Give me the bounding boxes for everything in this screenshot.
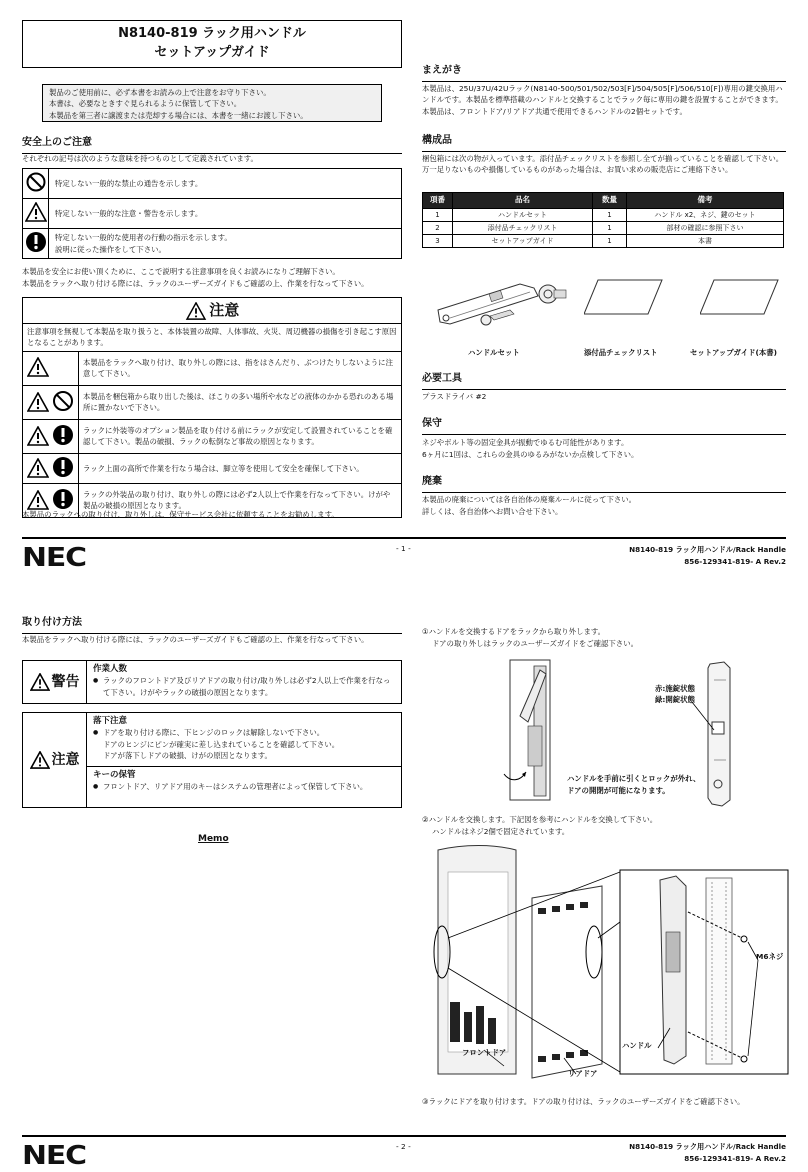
install-intro: 本製品をラックへ取り付ける際には、ラックのユーザーズガイドもご確認の上、作業を行なって下さい。 bbox=[22, 635, 369, 644]
guide-illustration bbox=[700, 278, 780, 318]
caution-row: ラックの外装品の取り付け、取り外しの際には必ず2人以上で作業を行なって下さい。けがや製品の破損の原因となります。 bbox=[79, 483, 402, 517]
lock-green-label: 緑:開錠状態 bbox=[655, 695, 695, 704]
warning-head: 作業人数 bbox=[93, 664, 128, 674]
handle-set-illustration bbox=[430, 270, 570, 340]
caution-icon-cell bbox=[23, 453, 79, 483]
install-title: 取り付け方法 bbox=[22, 616, 402, 634]
col-header: 数量 bbox=[593, 193, 627, 209]
maegaki-text: 本製品は、25U/37U/42Uラック(N8140-500/501/502/503[F]/504/505[F]/506/510[F])専用の鍵交換用ハンドルです。本製品を標準搭載のハンドルと交換することでラック毎に専用の鍵を設置することができます。本製品は、フロントドア/リアドア共通で使用できるハンドルの2個セットです。 bbox=[422, 84, 783, 116]
safety-intro: それぞれの記号は次のような意味を持つものとして定義されています。 bbox=[22, 154, 258, 163]
notice-box bbox=[42, 84, 382, 122]
front-door-label: フロントドア bbox=[462, 1048, 507, 1057]
doc-info bbox=[629, 1141, 786, 1164]
safety-title: 安全上のご注意 bbox=[22, 136, 402, 154]
prohibit-icon bbox=[23, 169, 49, 199]
caution-icon bbox=[27, 426, 49, 446]
table-row bbox=[423, 235, 784, 248]
caution-icon bbox=[30, 751, 50, 769]
nec-logo: NEC bbox=[22, 1141, 86, 1171]
caption-handle-set: ハンドルセット bbox=[468, 348, 520, 357]
checklist-illustration bbox=[584, 278, 664, 318]
mandatory-icon bbox=[23, 229, 49, 259]
step3: ③ラックにドアを取り付けます。ドアの取り付けは、ラックのユーザーズガイドをご確認下さい。 bbox=[422, 1097, 745, 1106]
haiki-title: 廃棄 bbox=[422, 475, 786, 493]
col-header: 品名 bbox=[453, 193, 593, 209]
caution-icon-cell bbox=[23, 419, 79, 453]
table-row bbox=[423, 222, 784, 235]
warning-content bbox=[87, 661, 401, 703]
caption-guide: セットアップガイド(本書) bbox=[690, 348, 778, 357]
maegaki-title: まえがき bbox=[422, 64, 786, 82]
hoshu-text-1: ネジやボルト等の固定金具が振動でゆるむ可能性があります。 bbox=[422, 438, 629, 447]
caution-heading-cell bbox=[23, 298, 402, 324]
symbol-desc: 特定しない一般的な禁止の通告を示します。 bbox=[49, 169, 402, 199]
cell: 本書 bbox=[627, 235, 784, 248]
safety-after-2: 本製品をラックへ取り付ける際には、ラックのユーザーズガイドもご確認の上、作業を行なって下さい。 bbox=[22, 279, 369, 288]
caution-icon-cell bbox=[23, 385, 79, 419]
caution-icon bbox=[27, 490, 49, 510]
table-row bbox=[423, 208, 784, 221]
caution-content bbox=[87, 713, 401, 807]
mandatory-icon bbox=[52, 424, 74, 446]
warning-label: 警告 bbox=[51, 673, 80, 690]
caution-row: ラックに外装等のオプション製品を取り付ける前にラックが安定して設置されていることを確認して下さい。製品の破損、ラックの転倒など事故の原因となります。 bbox=[79, 419, 402, 453]
component-table bbox=[422, 192, 784, 248]
col-header: 備考 bbox=[627, 193, 784, 209]
mandatory-icon bbox=[52, 488, 74, 510]
mandatory-icon bbox=[52, 456, 74, 478]
symbol-desc: 特定しない一般的な使用者の行動の指示を示します。 説明に従った操作をして下さい。 bbox=[49, 229, 402, 259]
pull-text-1: ハンドルを手前に引くとロックが外れ、 bbox=[567, 774, 701, 783]
m6-screw-label: M6ネジ bbox=[756, 952, 784, 961]
caution-icon bbox=[30, 673, 50, 691]
caution-icon bbox=[23, 199, 49, 229]
doc-info-line1: N8140-819 ラック用ハンドル/Rack Handle bbox=[629, 1142, 786, 1151]
footer-rule bbox=[22, 1135, 786, 1137]
pull-text-2: ドアの開閉が可能になります。 bbox=[567, 786, 670, 795]
kousei-title: 構成品 bbox=[422, 134, 786, 152]
col-header: 項番 bbox=[423, 193, 453, 209]
caution-label-cell bbox=[23, 713, 87, 807]
haiki-text-1: 本製品の廃棄については各自治体の廃棄ルールに従って下さい。 bbox=[422, 495, 637, 504]
caution-row: 本製品をラックへ取り付け、取り外しの際には、指をはさんだり、ぶつけたりしないように注意して下さい。 bbox=[79, 351, 402, 385]
cell: セットアップガイド bbox=[453, 235, 593, 248]
caption-checklist: 添付品チェックリスト bbox=[584, 348, 658, 357]
warning-box bbox=[22, 660, 402, 704]
cell: 2 bbox=[423, 222, 453, 235]
lock-indicator-leader bbox=[690, 700, 720, 740]
cell: 部材の確認に参照下さい bbox=[627, 222, 784, 235]
caution-label: 注意 bbox=[51, 751, 80, 768]
symbol-desc: 特定しない一般的な注意・警告を示します。 bbox=[49, 199, 402, 229]
notice-line: 本書は、必要なときすぐ見られるように保管して下さい。 bbox=[49, 99, 242, 109]
caution-table bbox=[22, 297, 402, 518]
hoshu-title: 保守 bbox=[422, 417, 786, 435]
notice-line: 本製品を第三者に譲渡または売却する場合には、本書を一緒にお渡し下さい。 bbox=[49, 110, 308, 120]
caution-icon bbox=[27, 392, 49, 412]
doc-info-line1: N8140-819 ラック用ハンドル/Rack Handle bbox=[629, 545, 786, 554]
step2a: ②ハンドルを交換します。下記図を参考にハンドルを交換して下さい。 bbox=[422, 815, 658, 824]
cell: ハンドルセット bbox=[453, 208, 593, 221]
step2b: ハンドルはネジ2個で固定されています。 bbox=[432, 827, 570, 836]
door-handle-illustration bbox=[490, 656, 570, 806]
cell: 1 bbox=[593, 208, 627, 221]
symbol-table bbox=[22, 168, 402, 259]
caution-footer: 本製品のラックへの取り付け、取り外しは、保守サービス会社に依頼することをお勧めします。 bbox=[22, 510, 339, 519]
caution-icon bbox=[185, 302, 207, 320]
handle-label: ハンドル bbox=[622, 1041, 652, 1050]
key-head: キーの保管 bbox=[93, 770, 136, 780]
notice-line: 製品のご使用前に、必ず本書をお読みの上で注意をお守り下さい。 bbox=[49, 88, 271, 97]
cell: 添付品チェックリスト bbox=[453, 222, 593, 235]
key-item: ● フロントドア、リアドア用のキーはシステムの管理者によって保管して下さい。 bbox=[93, 781, 395, 792]
warning-item: ● ラックのフロントドア及びリアドアの取り付け/取り外しは必ず2人以上で作業を行なって下さい。けがやラックの破損の原因となります。 bbox=[93, 675, 395, 698]
tools-title: 必要工具 bbox=[422, 372, 786, 390]
caution-icon bbox=[27, 458, 49, 478]
tools-text: プラスドライバ #2 bbox=[422, 392, 487, 401]
cell: ハンドル x2、ネジ、鍵のセット bbox=[627, 208, 784, 221]
key-section bbox=[87, 767, 401, 795]
cell: 3 bbox=[423, 235, 453, 248]
cell: 1 bbox=[593, 235, 627, 248]
doc-info bbox=[629, 544, 786, 567]
caution-heading: 注意 bbox=[209, 300, 240, 319]
lock-red-label: 赤:施錠状態 bbox=[655, 684, 695, 693]
title-box bbox=[22, 20, 402, 68]
page-number: - 2 - bbox=[396, 1142, 411, 1151]
fall-item: ● ドアを取り付ける際に、下ヒンジのロックは解除しないで下さい。 ドアのヒンジにピンが確実に差し込まれていることを確認して下さい。 ドアが落下しドアの破損、けがの原因となります。 bbox=[93, 727, 395, 761]
cell: 1 bbox=[423, 208, 453, 221]
caution-row: ラック上面の高所で作業を行なう場合は、脚立等を使用して安全を確保して下さい。 bbox=[79, 453, 402, 483]
step1b: ドアの取り外しはラックのユーザーズガイドをご確認下さい。 bbox=[432, 639, 638, 648]
doc-info-line2: 856-129341-819- A Rev.2 bbox=[684, 1153, 786, 1163]
caution-icon-cell bbox=[23, 351, 79, 385]
page-number: - 1 - bbox=[396, 544, 411, 553]
cell: 1 bbox=[593, 222, 627, 235]
doc-info-line2: 856-129341-819- A Rev.2 bbox=[684, 556, 786, 566]
nec-logo: NEC bbox=[22, 543, 86, 573]
warning-label-cell bbox=[23, 661, 87, 703]
kousei-text: 梱包箱には次の物が入っています。添付品チェックリストを参照し全てが揃っていることを確認して下さい。万一足りないものや損傷しているものがあった場合は、お買い求めの販売店にご連絡下さい。 bbox=[422, 154, 784, 175]
title-line1: N8140-819 ラック用ハンドル bbox=[118, 26, 306, 41]
rear-door-label: リアドア bbox=[568, 1069, 598, 1078]
fall-section bbox=[87, 713, 401, 767]
title-line2: セットアップガイド bbox=[154, 44, 270, 60]
fall-head: 落下注意 bbox=[93, 716, 128, 726]
haiki-text-2: 詳しくは、各自治体へお問い合せ下さい。 bbox=[422, 507, 563, 516]
memo-label: Memo bbox=[198, 834, 229, 844]
caution-icon bbox=[27, 357, 49, 377]
step1a: ①ハンドルを交換するドアをラックから取り外します。 bbox=[422, 627, 606, 636]
safety-after-1: 本製品を安全にお使い頂くために、ここで説明する注意事項を良くお読みになりご理解下さい。 bbox=[22, 267, 340, 276]
prohibit-icon bbox=[52, 390, 74, 412]
caution-row: 本製品を梱包箱から取り出した後は、ほこりの多い場所や水などの液体のかかる恐れのある場所に置かないで下さい。 bbox=[79, 385, 402, 419]
caution-box-2 bbox=[22, 712, 402, 808]
hoshu-text-2: 6ヶ月に1回は、これらの金具のゆるみがないか点検して下さい。 bbox=[422, 450, 639, 459]
caution-intro: 注意事項を無視して本製品を取り扱うと、本体装置の故障、人体事故、火災、周辺機器の損傷を引き起こす原因となることがあります。 bbox=[23, 324, 402, 352]
footer-rule bbox=[22, 537, 786, 539]
